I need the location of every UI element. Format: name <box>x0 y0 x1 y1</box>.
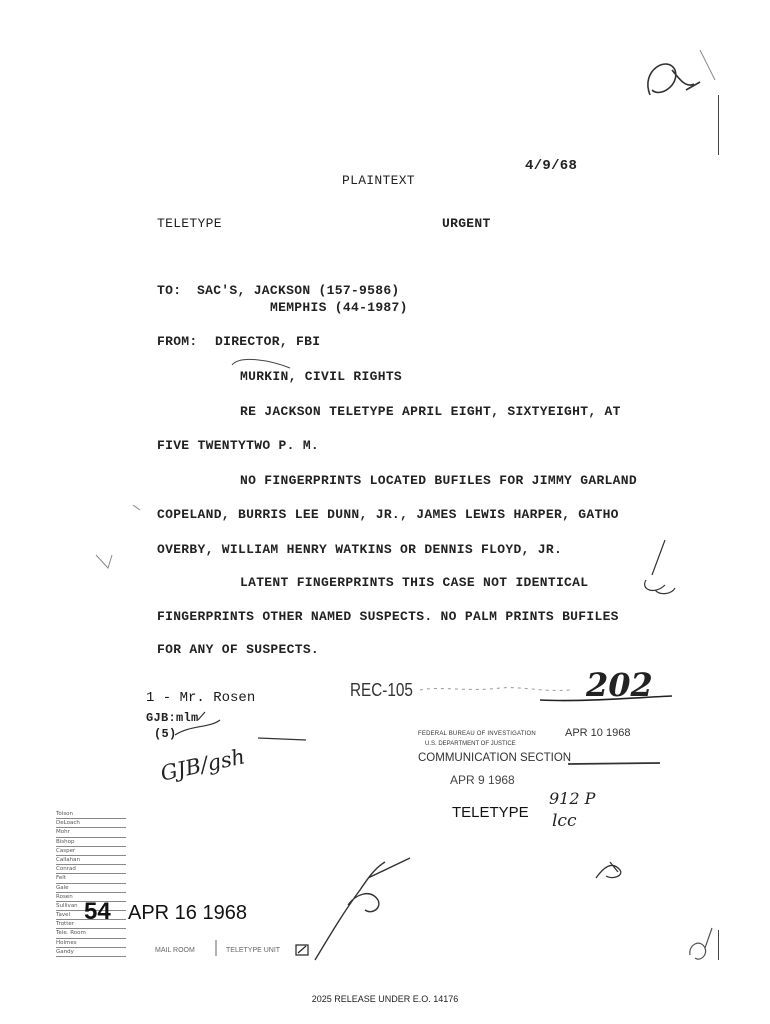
routing-item: Callahan <box>56 856 126 865</box>
routing-item: Tavel <box>56 911 126 920</box>
filed-number: 54 <box>84 898 111 925</box>
body-p2-line3: OVERBY, WILLIAM HENRY WATKINS OR DENNIS FLOYD, JR. <box>157 542 563 557</box>
fbi-stamp-line2: U.S. DEPARTMENT OF JUSTICE <box>425 741 516 747</box>
document-date: 4/9/68 <box>525 158 578 174</box>
from-value: DIRECTOR, FBI <box>215 334 321 349</box>
to-line1: SAC'S, JACKSON (157-9586) <box>197 283 400 298</box>
body-p1-line2: FIVE TWENTYTWO P. M. <box>157 438 320 453</box>
handwritten-initials: GJB/gsh <box>158 744 248 786</box>
routing-item: Mohr <box>56 828 126 837</box>
routing-item: DeLoach <box>56 819 126 828</box>
teletype-label: TELETYPE <box>157 216 222 231</box>
signature-scribble <box>315 858 410 960</box>
copy-count: (5) <box>154 727 177 741</box>
body-p3-line1: LATENT FINGERPRINTS THIS CASE NOT IDENTICAL <box>240 575 589 590</box>
routing-item: Sullivan <box>56 902 126 911</box>
file-number: 202 <box>586 666 653 704</box>
teletype-handwritten-time: 912 P <box>549 789 596 808</box>
body-p3-line2: FINGERPRINTS OTHER NAMED SUSPECTS. NO PALM PRINTS BUFILES <box>157 609 619 624</box>
communication-section-stamp: COMMUNICATION SECTION <box>418 752 572 764</box>
routing-item: Conrad <box>56 865 126 874</box>
from-label: FROM: <box>157 334 198 349</box>
routing-item: Felt <box>56 874 126 883</box>
routing-item: Gandy <box>56 948 126 957</box>
to-line2: MEMPHIS (44-1987) <box>270 300 408 315</box>
routing-item: Holmes <box>56 939 126 948</box>
body-p1-line1: RE JACKSON TELETYPE APRIL EIGHT, SIXTYEIGHT, AT <box>240 404 621 419</box>
release-note: 2025 RELEASE UNDER E.O. 14176 <box>311 994 459 1004</box>
rec-stamp: REC-105 <box>350 680 413 700</box>
routing-item: Casper <box>56 847 126 856</box>
mail-room-label: MAIL ROOM <box>155 947 195 954</box>
top-initials-scribble <box>648 64 700 95</box>
routing-item: Tele. Room <box>56 929 126 938</box>
body-p2-line2: COPELAND, BURRIS LEE DUNN, JR., JAMES LEWIS HARPER, GATHO <box>157 507 619 522</box>
routing-item: Gale <box>56 884 126 893</box>
to-label: TO: <box>157 283 182 298</box>
fbi-stamp-date: APR 10 1968 <box>565 727 631 739</box>
routing-item: Tolson <box>56 810 126 819</box>
urgent-label: URGENT <box>442 216 491 231</box>
routing-item: Bishop <box>56 838 126 847</box>
routing-item: Trotter <box>56 920 126 929</box>
plaintext-label: PLAINTEXT <box>342 173 415 188</box>
routing-item: Rosen <box>56 893 126 902</box>
body-p3-line3: FOR ANY OF SUSPECTS. <box>157 642 320 657</box>
teletype-unit-label: TELETYPE UNIT <box>226 947 281 954</box>
typist-initials: GJB:mlm <box>146 711 199 725</box>
subject-line: MURKIN, CIVIL RIGHTS <box>240 369 403 384</box>
teletype-handwritten-initials: lcc <box>552 811 577 831</box>
teletype-stamp: TELETYPE <box>452 804 529 821</box>
copy-line: 1 - Mr. Rosen <box>146 690 256 706</box>
filed-date: APR 16 1968 <box>128 902 247 924</box>
margin-scribble <box>645 540 675 594</box>
communication-date-stamp: APR 9 1968 <box>450 773 515 787</box>
body-p2-line1: NO FINGERPRINTS LOCATED BUFILES FOR JIMMY GARLAND <box>240 473 637 488</box>
fbi-stamp-line1: FEDERAL BUREAU OF INVESTIGATION <box>418 731 536 737</box>
